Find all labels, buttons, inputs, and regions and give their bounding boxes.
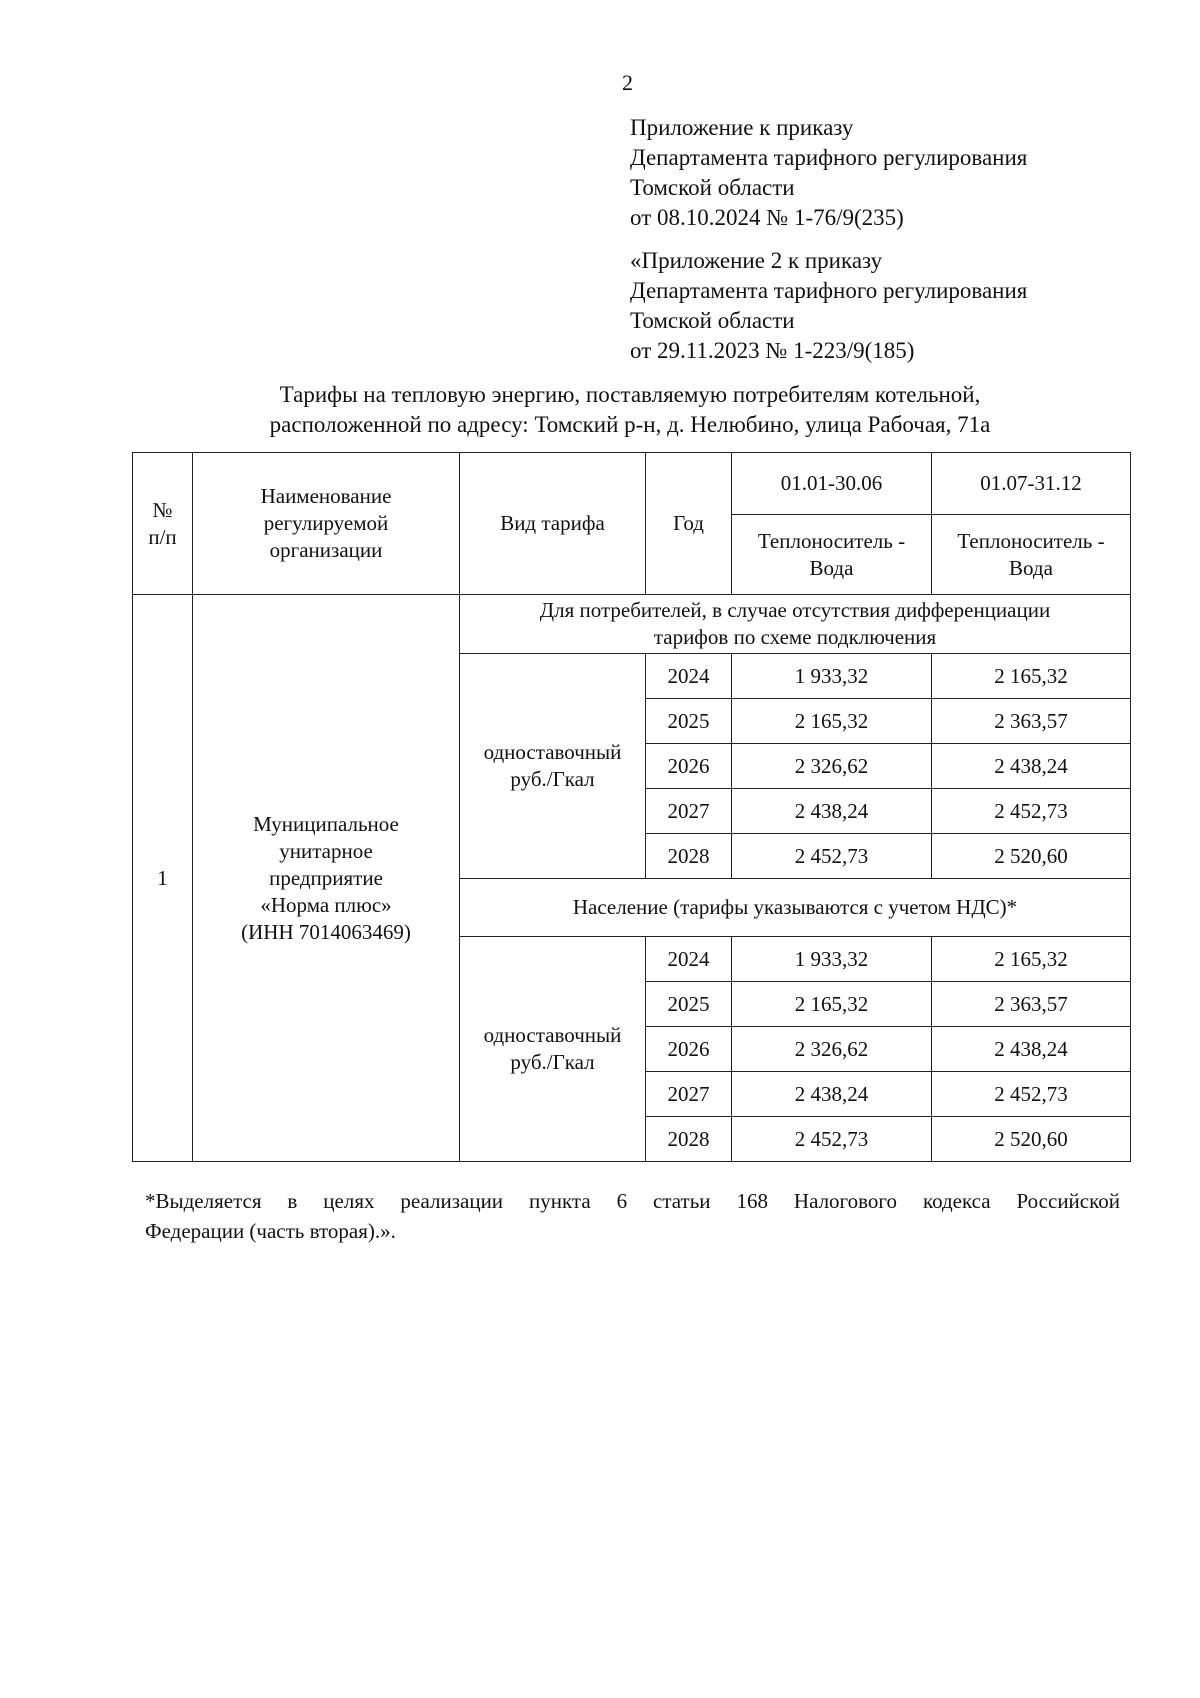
org-text: предприятие — [269, 865, 383, 890]
appendix-line: Приложение к приказу — [630, 115, 854, 140]
footnote-line: Федерации (часть вторая).». — [145, 1219, 396, 1243]
header-tariff-type: Вид тарифа — [460, 453, 646, 595]
tariff-value: 2 165,32 — [732, 982, 932, 1027]
header-text: Теплоноситель - — [957, 528, 1105, 553]
header-text: Теплоноситель - — [757, 528, 906, 553]
header-year: Год — [646, 453, 732, 595]
header-number — [133, 453, 193, 595]
tariff-value: 2 326,62 — [732, 744, 932, 789]
appendix-line: Департамента тарифного регулирования — [630, 278, 1028, 303]
tariff-value: 2 452,73 — [732, 834, 932, 879]
tariff-value: 2 363,57 — [932, 982, 1131, 1027]
year-cell: 2024 — [646, 654, 732, 699]
header-organization — [193, 453, 460, 595]
tariff-value: 2 452,73 — [732, 1117, 932, 1162]
year-cell: 2027 — [646, 1072, 732, 1117]
tariff-value: 2 165,32 — [932, 654, 1131, 699]
tariff-type-cell — [460, 654, 646, 879]
section-title — [460, 595, 1131, 654]
tariff-value: 2 438,24 — [732, 1072, 932, 1117]
header-text: Вода — [809, 555, 854, 580]
tariff-value: 1 933,32 — [732, 654, 932, 699]
header-text: регулируемой — [263, 511, 389, 535]
tariff-value: 2 363,57 — [932, 699, 1131, 744]
organization-name — [193, 595, 460, 1162]
title-line: Тарифы на тепловую энергию, поставляемую потребителям котельной, — [279, 382, 981, 407]
org-text: «Норма плюс» — [260, 892, 392, 917]
footnote — [145, 1186, 1120, 1246]
header-medium-1 — [732, 515, 932, 595]
appendix-line: «Приложение 2 к приказу — [630, 248, 883, 273]
header-row — [133, 453, 1131, 515]
header-medium-2 — [932, 515, 1131, 595]
appendix-header-original — [630, 246, 1027, 366]
year-cell: 2024 — [646, 937, 732, 982]
header-text: организации — [269, 538, 383, 562]
org-text: (ИНН 7014063469) — [241, 919, 411, 944]
year-cell: 2028 — [646, 834, 732, 879]
header-text: № — [152, 497, 173, 522]
header-text: Вода — [1009, 555, 1053, 580]
year-cell: 2026 — [646, 744, 732, 789]
document-title — [130, 380, 1130, 440]
page-number: 2 — [622, 70, 633, 95]
section-title: Население (тарифы указываются с учетом НДС)* — [460, 879, 1131, 937]
header-period-1: 01.01-30.06 — [732, 453, 932, 515]
section-title-text: тарифов по схеме подключения — [653, 625, 937, 649]
tariff-value: 2 165,32 — [932, 937, 1131, 982]
appendix-header-current — [630, 113, 1027, 233]
tariff-value: 2 520,60 — [932, 1117, 1131, 1162]
title-line: расположенной по адресу: Томский р-н, д. Нелюбино, улица Рабочая, 71а — [269, 412, 991, 437]
appendix-line: Томской области — [630, 308, 795, 333]
year-cell: 2027 — [646, 789, 732, 834]
header-text: п/п — [148, 524, 177, 549]
tariff-table — [132, 452, 1131, 1162]
appendix-line: Томской области — [630, 175, 795, 200]
tariff-type-cell — [460, 937, 646, 1162]
tariff-value: 2 520,60 — [932, 834, 1131, 879]
appendix-line: от 08.10.2024 № 1-76/9(235) — [630, 205, 904, 230]
section-title-text: Для потребителей, в случае отсутствия дифференциации — [539, 598, 1051, 622]
tariff-value: 2 438,24 — [932, 1027, 1131, 1072]
tariff-text: руб./Гкал — [510, 767, 595, 791]
appendix-line: Департамента тарифного регулирования — [630, 145, 1028, 170]
appendix-line: от 29.11.2023 № 1-223/9(185) — [630, 338, 915, 363]
tariff-value: 2 452,73 — [932, 1072, 1131, 1117]
org-text: Муниципальное — [253, 811, 399, 836]
tariff-text: руб./Гкал — [510, 1050, 595, 1074]
year-cell: 2026 — [646, 1027, 732, 1072]
year-cell: 2025 — [646, 699, 732, 744]
tariff-value: 2 326,62 — [732, 1027, 932, 1072]
year-cell: 2028 — [646, 1117, 732, 1162]
row-number: 1 — [133, 595, 193, 1162]
section-row — [133, 595, 1131, 654]
tariff-value: 2 452,73 — [932, 789, 1131, 834]
tariff-text: одноставочный — [483, 1023, 622, 1047]
tariff-text: одноставочный — [483, 740, 622, 764]
header-period-2: 01.07-31.12 — [932, 453, 1131, 515]
tariff-value: 1 933,32 — [732, 937, 932, 982]
tariff-value: 2 165,32 — [732, 699, 932, 744]
tariff-value: 2 438,24 — [932, 744, 1131, 789]
header-text: Наименование — [260, 484, 392, 508]
org-text: унитарное — [279, 838, 373, 863]
tariff-value: 2 438,24 — [732, 789, 932, 834]
year-cell: 2025 — [646, 982, 732, 1027]
footnote-line: *Выделяется в целях реализации пункта 6 статьи 168 Налогового кодекса Российской — [145, 1189, 1120, 1213]
